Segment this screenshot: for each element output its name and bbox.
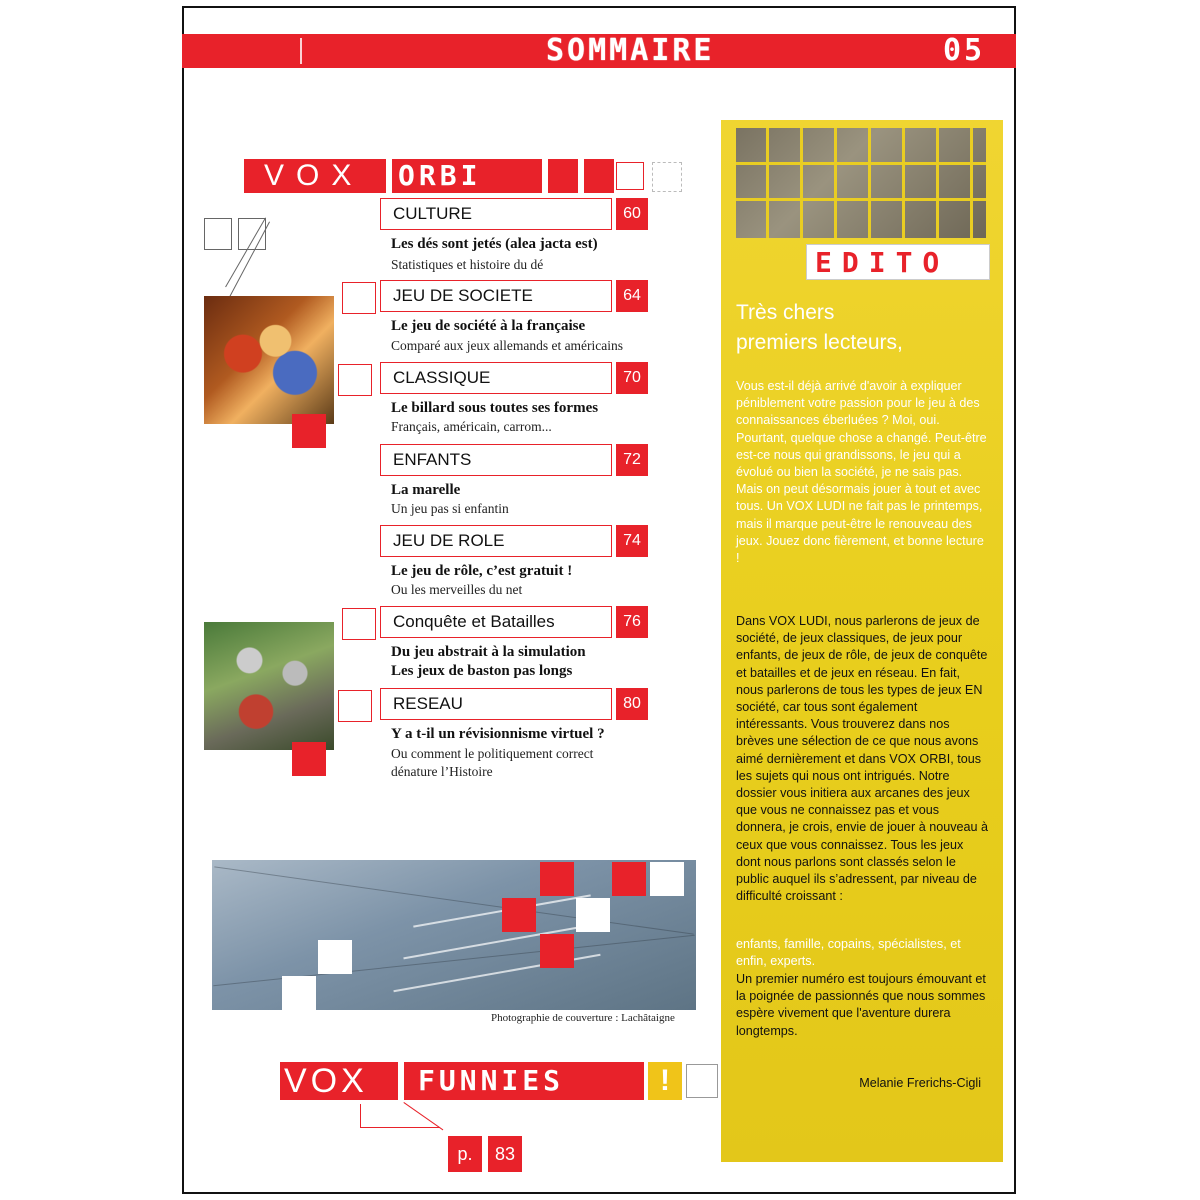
toc-headline-2: Les jeux de baston pas longs — [391, 663, 573, 679]
edito-greeting — [736, 298, 986, 358]
deco-white-square — [282, 976, 316, 1010]
deco-white-square — [576, 898, 610, 932]
deco-outline-square — [616, 162, 644, 190]
toc-page-conquete[interactable]: 76 — [616, 606, 648, 638]
deco-white-square — [318, 940, 352, 974]
toc-label-reseau[interactable]: RESEAU — [380, 688, 612, 720]
vox-orbi-vox: VOX — [244, 159, 386, 193]
deco-dotted-square — [652, 162, 682, 192]
toc-label-classique[interactable]: CLASSIQUE — [380, 362, 612, 394]
deco-square — [292, 414, 326, 448]
toc-page-enfants[interactable]: 72 — [616, 444, 648, 476]
toc-sub: Un jeu pas si enfantin — [391, 501, 509, 516]
edito-paragraph-4: Un premier numéro est toujours émouvant et la poignée de passionnés que nous sommes espère vivement que l'aventure durera longtemps. — [736, 972, 986, 1038]
edito-paragraph-1: Vous est-il déjà arrivé d'avoir à expliquer péniblement votre passion pour le jeu à des connaissances éberluées ? Moi, oui. Pourtant, quelque chose a changé. Peut-être est-ce nous qui grandissons, le jeu qui a évolué ou bien la société, je ne sais pas. Mais on peut désormais jouer à tout et avec tous. Un VOX LUDI ne fait pas le printemps, mais il marque peut-être le renouveau des jeux. Jouez donc fièrement, et bonne lecture ! — [736, 379, 987, 566]
edito-greeting-line1: Très chers — [736, 301, 835, 324]
edito-paragraph-2: Dans VOX LUDI, nous parlerons de jeux de société, de jeux classiques, de jeux pour enfants, de jeux de rôle, de jeux de conquête et batailles et de jeux en réseau. En fait, nous parlerons de tous les types de jeux EN société, car tous sont également intéressants. Vous trouverez dans nos brèves une sélection de ce que nous avons aimé dernièrement et dans VOX ORBI, tous les sujets qui nous ont intrigués. Notre dossier vous initiera aux arcanes des jeux que vous ne connaissez pas et vous donnera, je crois, envie de jouer à nouveau à ceux que vous connaissez. Tous les jeux dont nous parlons sont classés selon le public auquel ils s’adressent, par niveau de difficulté croissant : — [736, 614, 989, 904]
header-title: SOMMAIRE — [546, 33, 715, 68]
toc-sub: Français, américain, carrom... — [391, 419, 552, 434]
deco-outline-square — [338, 364, 372, 396]
toc-headline: Le jeu de rôle, c’est gratuit ! — [391, 563, 573, 579]
toc-label-jeu-de-role[interactable]: JEU DE ROLE — [380, 525, 612, 557]
deco-gray-square — [204, 218, 232, 250]
toc-sub: Statistiques et histoire du dé — [391, 257, 544, 272]
deco-square — [584, 159, 614, 193]
deco-square — [548, 159, 578, 193]
toc-page-classique[interactable]: 70 — [616, 362, 648, 394]
edito-greeting-line2: premiers lecteurs, — [736, 331, 903, 354]
vox-funnies-p-label[interactable]: p. — [448, 1136, 482, 1172]
vox-funnies-page[interactable]: 83 — [488, 1136, 522, 1172]
photo-credit: Photographie de couverture : Lachâtaigne — [491, 1012, 675, 1024]
deco-square — [502, 898, 536, 932]
toc-headline: Les dés sont jetés (alea jacta est) — [391, 236, 598, 252]
toc-headline: Y a t-il un révisionnisme virtuel ? — [391, 726, 605, 742]
deco-square — [540, 862, 574, 896]
deco-square — [540, 934, 574, 968]
toc-headline: Du jeu abstrait à la simulation — [391, 644, 586, 660]
deco-square — [292, 742, 326, 776]
edito-photo — [736, 128, 986, 238]
toc-headline: Le billard sous toutes ses formes — [391, 400, 599, 416]
edito-paragraph-3: enfants, famille, copains, spécialistes, et enfin, experts. — [736, 937, 961, 969]
toc-label-conquete[interactable]: Conquête et Batailles — [380, 606, 612, 638]
toc-label-enfants[interactable]: ENFANTS — [380, 444, 612, 476]
deco-outline-square — [342, 608, 376, 640]
deco-outline-square — [686, 1064, 718, 1098]
deco-white-square — [650, 862, 684, 896]
knights-illustration — [204, 622, 334, 750]
deco-outline-square — [342, 282, 376, 314]
angels-illustration — [204, 296, 334, 424]
vox-funnies-word: FUNNIES — [404, 1062, 644, 1100]
edito-signature: Melanie Frerichs-Cigli — [859, 1076, 981, 1090]
deco-outline-square — [338, 690, 372, 722]
toc-sub: dénature l’Histoire — [391, 764, 493, 779]
vox-funnies-vox: VOX — [280, 1062, 398, 1100]
vox-orbi-orbi: ORBI — [392, 159, 542, 193]
header-page-number: 05 — [943, 33, 986, 68]
toc-sub: Comparé aux jeux allemands et américains — [391, 338, 624, 353]
toc-sub: Ou les merveilles du net — [391, 582, 523, 597]
toc-page-jeu-de-societe[interactable]: 64 — [616, 280, 648, 312]
toc-page-reseau[interactable]: 80 — [616, 688, 648, 720]
toc-page-jeu-de-role[interactable]: 74 — [616, 525, 648, 557]
toc-label-culture[interactable]: CULTURE — [380, 198, 612, 230]
vox-funnies-bang: ! — [648, 1062, 682, 1100]
deco-connector — [360, 1104, 440, 1128]
deco-square — [612, 862, 646, 896]
toc-label-jeu-de-societe[interactable]: JEU DE SOCIETE — [380, 280, 612, 312]
toc-headline: La marelle — [391, 482, 461, 498]
toc-sub: Ou comment le politiquement correct — [391, 746, 594, 761]
toc-page-culture[interactable]: 60 — [616, 198, 648, 230]
edito-label: EDITO — [806, 244, 990, 280]
toc-headline: Le jeu de société à la française — [391, 318, 586, 334]
